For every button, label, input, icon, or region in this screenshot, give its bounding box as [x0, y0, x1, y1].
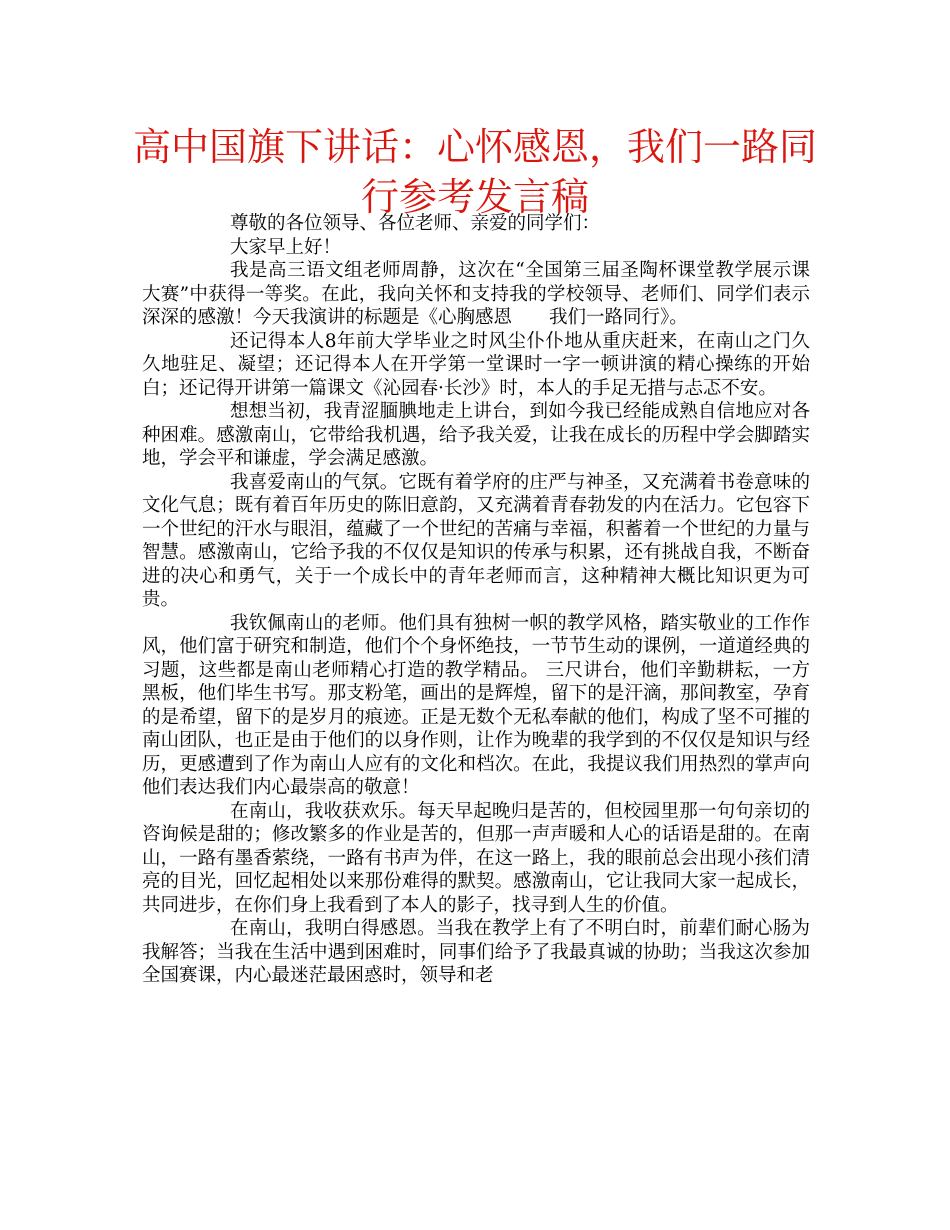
paragraph-growth: 想想当初，我青涩腼腆地走上讲台，到如今我已经能成熟自信地应对各种困难。感激南山，它带给我机遇，给予我关爱，让我在成长的历程中学会脚踏实地，学会平和谦虚，学会满足感激。 [142, 401, 810, 469]
document-body [142, 212, 810, 988]
paragraph-atmosphere: 我喜爱南山的气氛。它既有着学府的庄严与神圣，又充满着书卷意味的文化气息；既有着百年历史的陈旧意韵，又充满着青春勃发的内在活力。它包容下一个世纪的汗水与眼泪，蕴藏了一个世纪的苦痛与幸福，积蓄着一个世纪的力量与智慧。感激南山，它给予我的不仅仅是知识的传承与积累，还有挑战自我，不断奋进的决心和勇气，关于一个成长中的青年老师而言，这种精神大概比知识更为可贵。 [142, 471, 810, 610]
document-title: 高中国旗下讲话：心怀感恩，我们一路同行参考发言稿 [132, 125, 817, 219]
paragraph-joy: 在南山，我收获欢乐。每天早起晚归是苦的，但校园里那一句句亲切的咨询候是甜的；修改繁多的作业是苦的，但那一声声暖和人心的话语是甜的。在南山，一路有墨香萦绕，一路有书声为伴，在这一路上，我的眼前总会出现小孩们清亮的目光，回忆起相处以来那份难得的默契。感激南山，它让我同大家一起成长，共同进步，在你们身上我看到了本人的影子，找寻到人生的价值。 [142, 800, 810, 916]
paragraph-teachers: 我钦佩南山的老师。他们具有独树一帜的教学风格，踏实敬业的工作作风，他们富于研究和制造，他们个个身怀绝技，一节节生动的课例，一道道经典的习题，这些都是南山老师精心打造的教学精品。 三尺讲台，他们辛勤耕耘，一方黑板，他们毕生书写。那支粉笔，画出的是辉煌，留下的是汗滴，那间教室，孕育的是希望，留下的是岁月的痕迹。正是无数个无私奉献的他们，构成了坚不可摧的南山团队，也正是由于他们的以身作则，让作为晚辈的我学到的不仅仅是知识与经历，更感遭到了作为南山人应有的文化和档次。在此，我提议我们用热烈的掌声向他们表达我们内心最崇高的敬意！ [142, 612, 810, 798]
paragraph-memories: 还记得本人8年前大学毕业之时风尘仆仆地从重庆赶来，在南山之门久久地驻足、凝望；还记得本人在开学第一堂课时一字一顿讲演的精心操练的开始白；还记得开讲第一篇课文《沁园春·长沙》时，本人的手足无措与忐忑不安。 [142, 330, 810, 399]
salutation: 尊敬的各位领导、各位老师、亲爱的同学们： [230, 213, 601, 234]
paragraph-gratitude: 在南山，我明白得感恩。当我在教学上有了不明白时，前辈们耐心肠为我解答；当我在生活中遇到困难时，同事们给予了我最真诚的协助；当我这次参加全国赛课，内心最迷茫最困惑时，领导和老 [142, 918, 810, 986]
greeting: 大家早上好！ [230, 236, 342, 258]
paragraph-introduction: 我是高三语文组老师周静，这次在“全国第三届圣陶杯课堂教学展示课大赛”中获得一等奖。在此，我向关怀和支持我的学校领导、老师们、同学们表示深深的感激！今天我演讲的标题是《心胸感恩 我们一路同行》。 [142, 260, 810, 328]
